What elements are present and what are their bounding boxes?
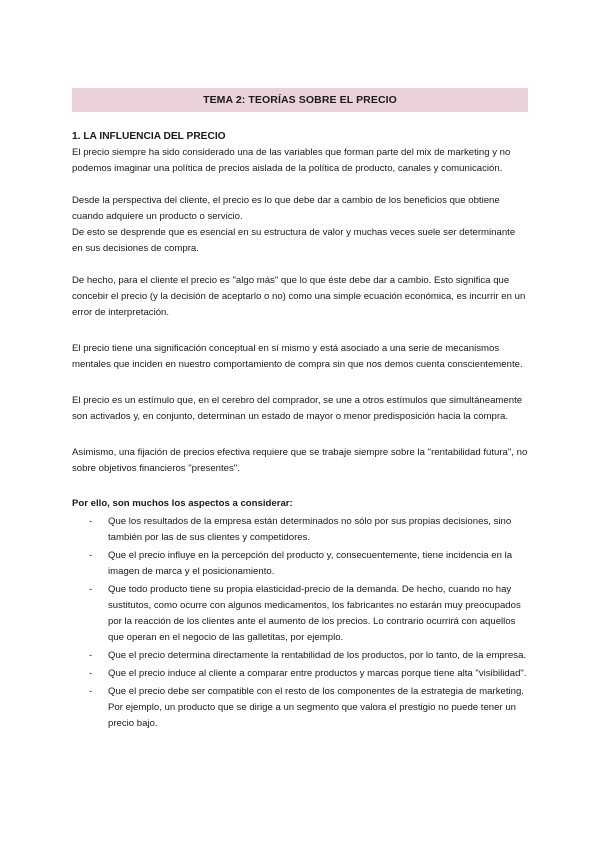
list-item <box>72 648 528 664</box>
paragraph-stimulus: El precio es un estímulo que, en el cerebro del comprador, se une a otros estímulos que simultáneamente son activados y, en conjunto, determinan un estado de mayor o menor predisposición hacia la compra. <box>72 395 523 422</box>
list-item-text: Que el precio influye en la percepción del producto y, consecuentemente, tiene incidencia en la imagen de marca y el posicionamiento. <box>108 550 513 577</box>
list-item <box>72 582 528 646</box>
dash-bullet-icon: - <box>89 584 93 595</box>
paragraph-conceptual-meaning: El precio tiene una significación conceptual en sí mismo y está asociado a una serie de mecanismos mentales que inciden en nuestro comportamiento de compra sin que nos demos cuenta conscientemente. <box>72 343 523 370</box>
list-item-text: Que el precio induce al cliente a comparar entre productos y marcas porque tiene alta "visibilidad". <box>108 668 527 679</box>
dash-bullet-icon: - <box>89 650 93 661</box>
document-title: TEMA 2: TEORÍAS SOBRE EL PRECIO <box>203 94 397 106</box>
paragraph-customer-perspective: Desde la perspectiva del cliente, el precio es lo que debe dar a cambio de los beneficios que obtiene cuando adquiere un producto o servicio. <box>72 195 500 222</box>
list-item-text: Que el precio determina directamente la rentabilidad de los productos, por lo tanto, de la empresa. <box>108 650 527 661</box>
list-item-text: Que los resultados de la empresa están determinados no sólo por sus propias decisiones, sino también por las de sus clientes y competidores. <box>108 516 512 543</box>
paragraph-mix-marketing: El precio siempre ha sido considerado una de las variables que forman parte del mix de marketing y no podemos imaginar una política de precios aislada de la política de producto, canales y comunicación. <box>72 147 511 174</box>
dash-bullet-icon: - <box>89 516 93 527</box>
title-band <box>72 88 528 112</box>
document-page <box>72 88 528 732</box>
dash-bullet-icon: - <box>89 550 93 561</box>
list-item-text: Que el precio debe ser compatible con el resto de los componentes de la estrategia de marketing. Por ejemplo, un producto que se dirige a un segmento que valora el prestigio no puede tener un precio bajo. <box>108 686 524 729</box>
list-intro: Por ello, son muchos los aspectos a considerar: <box>72 498 293 509</box>
paragraph-future-profitability: Asimismo, una fijación de precios efectiva requiere que se trabaje siempre sobre la "rentabilidad futura", no sobre objetivos financieros "presentes". <box>72 447 528 474</box>
dash-bullet-icon: - <box>89 668 93 679</box>
list-item <box>72 548 528 580</box>
list-item <box>72 666 528 682</box>
aspects-list <box>72 514 528 732</box>
list-item <box>72 684 528 732</box>
list-item <box>72 514 528 546</box>
dash-bullet-icon: - <box>89 686 93 697</box>
section-heading: 1. LA INFLUENCIA DEL PRECIO <box>72 131 226 142</box>
paragraph-value-structure: De esto se desprende que es esencial en su estructura de valor y muchas veces suele ser determinante en sus decisiones de compra. <box>72 227 516 254</box>
paragraph-algo-mas: De hecho, para el cliente el precio es "algo más" que lo que éste debe dar a cambio. Esto significa que concebir el precio (y la decisión de aceptarlo o no) como una simple ecuación económica, es incurrir en un error de interpretación. <box>72 275 526 318</box>
list-item-text: Que todo producto tiene su propia elasticidad-precio de la demanda. De hecho, cuando no hay sustitutos, como ocurre con algunos medicamentos, los fabricantes no estarán muy preocupados por la reacción de los clientes ante el aumento de los precios. Lo contrario ocurrirá con aquellos que operan en el negocio de las galletitas, por ejemplo. <box>108 584 521 643</box>
